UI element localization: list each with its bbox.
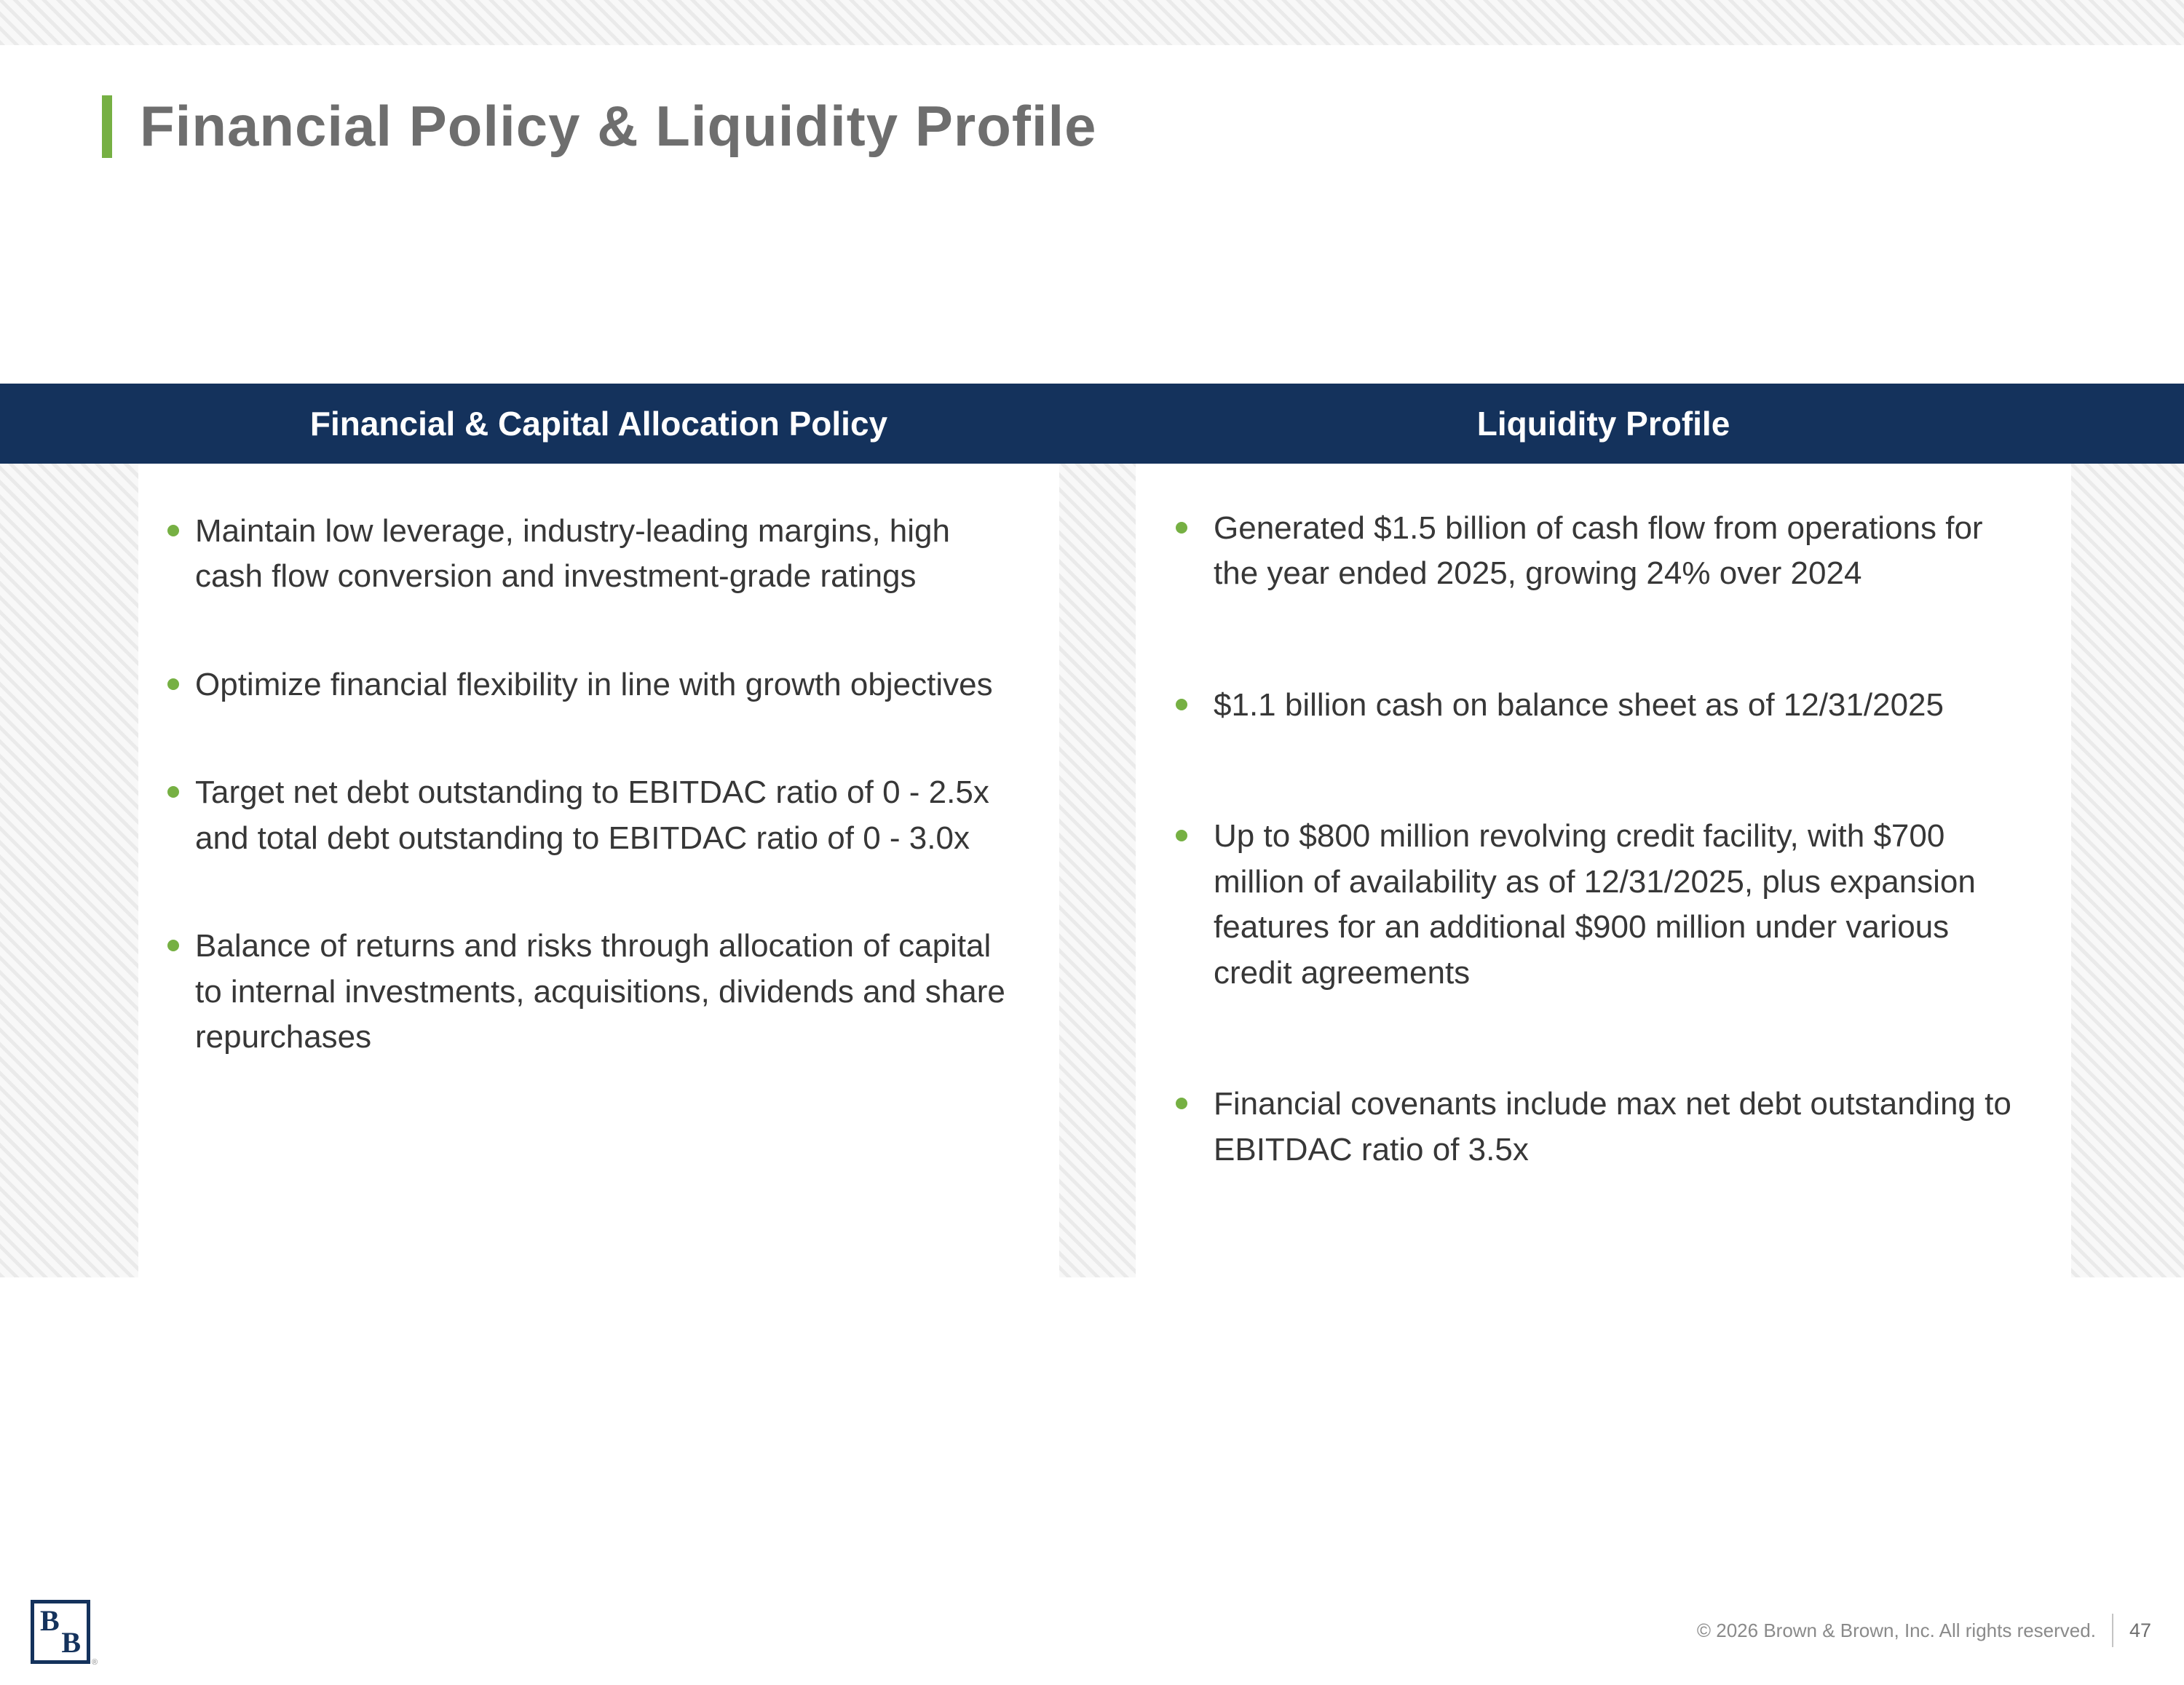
bullet-text: Generated $1.5 billion of cash flow from operations for the year ended 2025, growing 24% over 2024 — [1214, 510, 1983, 592]
bullet-item — [167, 924, 1016, 1060]
bullet-icon — [167, 940, 179, 951]
title-row — [102, 93, 1097, 159]
bullet-item — [167, 662, 1016, 707]
logo-letter-b-bottom: B — [61, 1626, 81, 1659]
bullet-text: $1.1 billion cash on balance sheet as of 12/31/2025 — [1214, 686, 1944, 723]
section-header-band — [0, 384, 2184, 464]
top-hatch-band — [0, 0, 2184, 45]
left-column — [138, 464, 1059, 1277]
footer-divider — [2112, 1614, 2113, 1647]
copyright-text: © 2026 Brown & Brown, Inc. All rights reserved. — [1696, 1619, 2096, 1641]
bullet-item — [1176, 683, 2035, 728]
brown-and-brown-logo — [31, 1600, 90, 1664]
page-title: Financial Policy & Liquidity Profile — [140, 94, 1097, 158]
bullet-icon — [167, 525, 179, 536]
right-column-header: Liquidity Profile — [1476, 405, 1730, 443]
bullet-text: Target net debt outstanding to EBITDAC ratio of 0 - 2.5x and total debt outstanding to EBITDAC ratio of 0 - 3.0x — [195, 774, 989, 856]
bullet-icon — [167, 678, 179, 690]
bullet-text: Financial covenants include max net debt outstanding to EBITDAC ratio of 3.5x — [1214, 1086, 2011, 1167]
bullet-item — [1176, 814, 2035, 996]
bullet-text: Optimize financial flexibility in line with growth objectives — [195, 666, 993, 702]
footer — [1697, 1614, 2151, 1647]
bullet-icon — [167, 786, 179, 798]
registered-mark: ® — [92, 1658, 98, 1667]
title-accent-bar — [102, 95, 112, 158]
bullet-icon — [1176, 830, 1187, 841]
right-column — [1136, 464, 2071, 1277]
bullet-text: Up to $800 million revolving credit facility, with $700 million of availability as of 12/31/2025, plus expansion features for an additional $900 million under various credit agreements — [1214, 818, 1976, 991]
left-column-header: Financial & Capital Allocation Policy — [309, 405, 888, 443]
bullet-text: Balance of returns and risks through allocation of capital to internal investments, acquisitions, dividends and share repurchases — [195, 928, 1005, 1055]
bullet-icon — [1176, 1098, 1187, 1109]
page-number: 47 — [2129, 1619, 2151, 1641]
bullet-item — [1176, 506, 2035, 597]
bullet-text: Maintain low leverage, industry-leading margins, high cash flow conversion and investment-grade ratings — [195, 513, 950, 595]
bullet-icon — [1176, 699, 1187, 710]
bullet-item — [167, 509, 1016, 600]
logo-letter-b-top: B — [40, 1604, 60, 1637]
bullet-item — [1176, 1082, 2035, 1173]
bullet-item — [167, 770, 1016, 861]
bullet-icon — [1176, 522, 1187, 534]
